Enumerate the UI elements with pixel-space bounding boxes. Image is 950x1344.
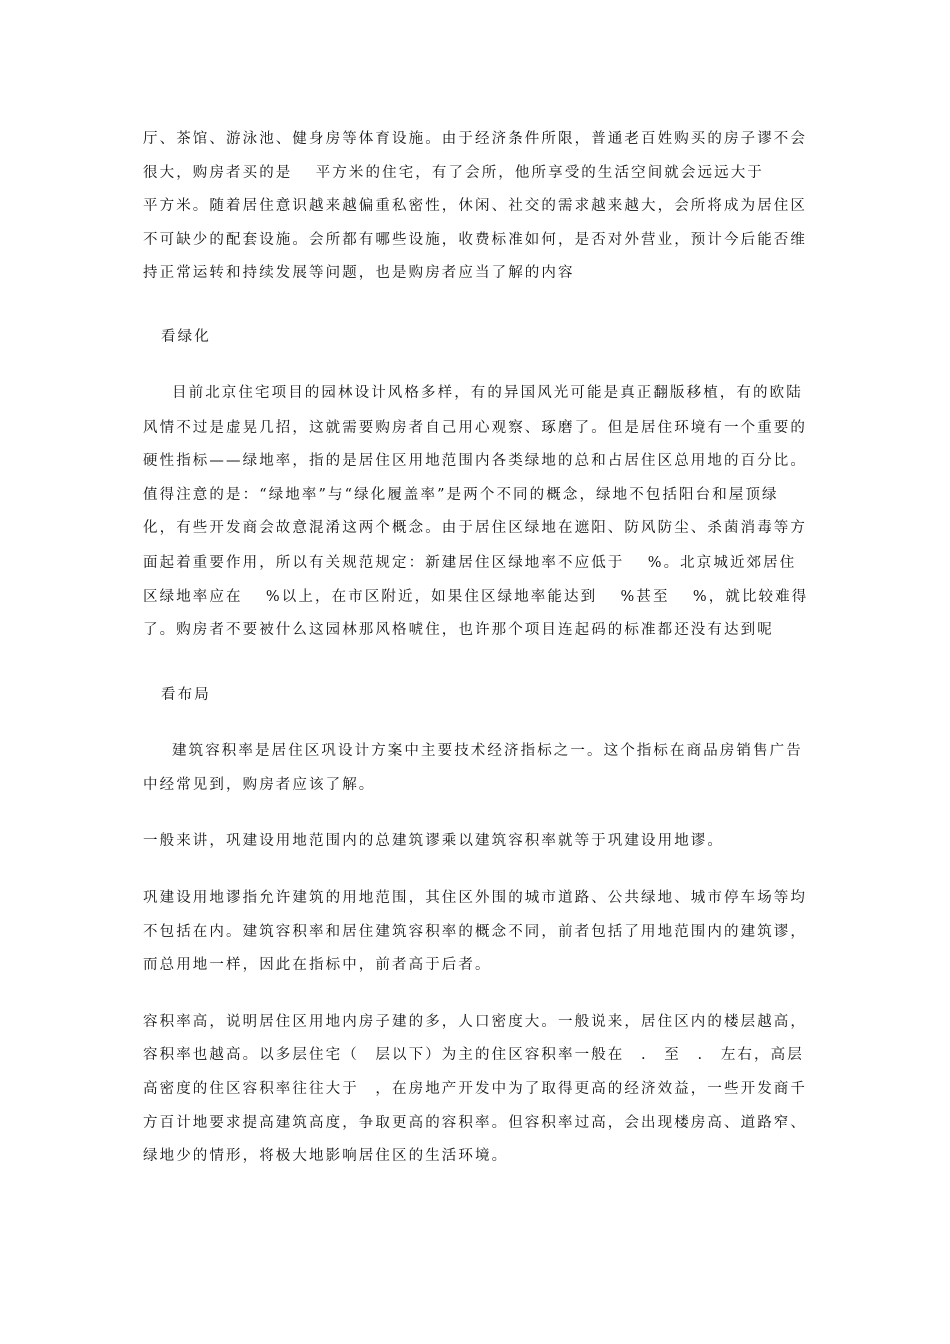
- section-heading-layout: 看布局: [161, 687, 211, 703]
- text-line: 风情不过是虚晃几招，这就需要购房者自己用心观察、琢磨了。但是居住环境有一个重要的: [143, 420, 807, 436]
- text-line: 值得注意的是：“绿地率”与“绿化履盖率”是两个不同的概念，绿地不包括阳台和屋顶绿: [143, 487, 779, 503]
- section-heading-greening: 看绿化: [161, 329, 211, 345]
- text-line: 巩建设用地谬指允许建筑的用地范围，其住区外围的城市道路、公共绿地、城市停车场等均: [143, 890, 807, 906]
- text-line: 高密度的住区容积率往往大于 ，在房地产开发中为了取得更高的经济效益，一些开发商千: [143, 1081, 807, 1097]
- text-line: 化，有些开发商会故意混淆这两个概念。由于居住区绿地在遮阳、防风防尘、杀菌消毒等方: [143, 520, 807, 536]
- text-line: 很大，购房者买的是 平方米的住宅，有了会所，他所享受的生活空间就会远远大于: [143, 165, 764, 181]
- text-line: 容积率也越高。以多层住宅（ 层以下）为主的住区容积率一般在 . 至 . 左右，高层: [143, 1047, 804, 1063]
- text-line: 目前北京住宅项目的园林设计风格多样，有的异国风光可能是真正翻版移植，有的欧陆: [172, 385, 803, 401]
- text-line: 容积率高，说明居住区用地内房子建的多，人口密度大。一般说来，居住区内的楼层越高，: [143, 1014, 807, 1030]
- text-line: 绿地少的情形，将极大地影响居住区的生活环境。: [143, 1148, 509, 1164]
- text-line: 而总用地一样，因此在指标中，前者高于后者。: [143, 957, 492, 973]
- text-line: 平方米。随着居住意识越来越偏重私密性，休闲、社交的需求越来越大，会所将成为居住区: [143, 198, 807, 214]
- text-line: 建筑容积率是居住区巩设计方案中主要技术经济指标之一。这个指标在商品房销售广告: [172, 743, 803, 759]
- text-line: 了。购房者不要被什么这园林那风格唬住，也许那个项目连起码的标准都还没有达到呢: [143, 622, 774, 638]
- text-line: 区绿地率应在 %以上，在市区附近，如果住区绿地率能达到 %甚至 %，就比较难得: [143, 589, 809, 605]
- text-line: 一般来讲，巩建设用地范围内的总建筑谬乘以建筑容积率就等于巩建设用地谬。: [143, 833, 724, 849]
- text-line: 中经常见到，购房者应该了解。: [143, 777, 376, 793]
- text-line: 方百计地要求提高建筑高度，争取更高的容积率。但容积率过高，会出现楼房高、道路窄、: [143, 1115, 807, 1131]
- text-line: 硬性指标——绿地率，指的是居住区用地范围内各类绿地的总和占居住区总用地的百分比。: [143, 453, 807, 469]
- text-line: 面起着重要作用，所以有关规范规定：新建居住区绿地率不应低于 %。北京城近郊居住: [143, 555, 797, 571]
- text-line: 不可缺少的配套设施。会所都有哪些设施，收费标准如何，是否对外营业，预计今后能否维: [143, 232, 807, 248]
- text-line: 厅、茶馆、游泳池、健身房等体育设施。由于经济条件所限，普通老百姓购买的房子谬不会: [143, 131, 807, 147]
- text-line: 不包括在内。建筑容积率和居住建筑容积率的概念不同，前者包括了用地范围内的建筑谬，: [143, 924, 807, 940]
- text-line: 持正常运转和持续发展等问题，也是购房者应当了解的内容: [143, 265, 575, 281]
